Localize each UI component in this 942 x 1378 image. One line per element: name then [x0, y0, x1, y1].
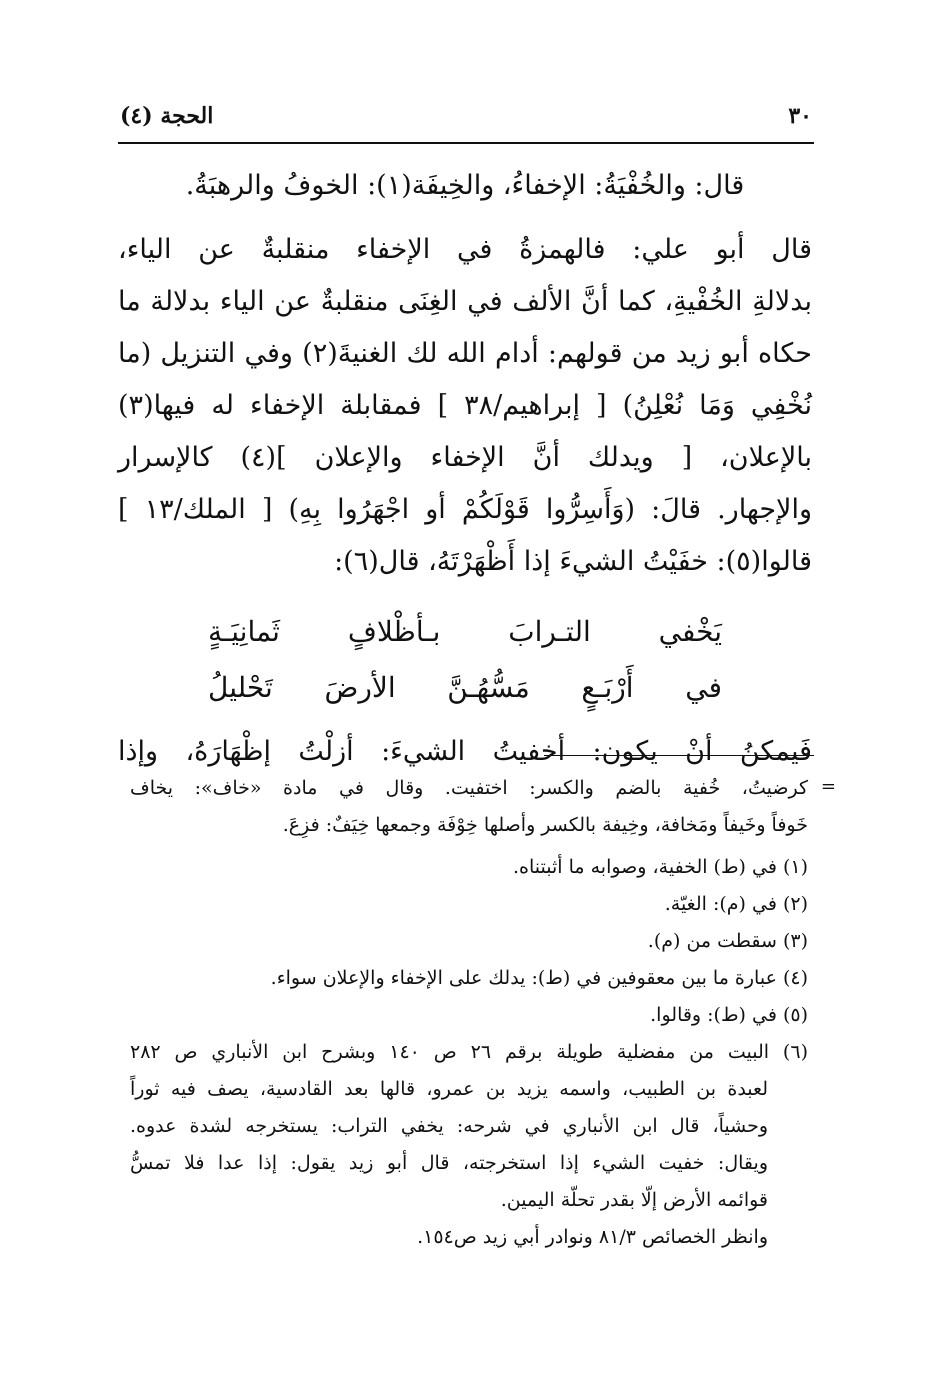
footnote-6-line: وانظر الخصائص ٨١/٣ ونوادر أبي زيد ص١٥٤.	[417, 1226, 768, 1248]
footnote-line: كرضيتُ، خُفية بالضم والكسر: اختفيت. وقال في مادة «خاف»: يخاف	[130, 777, 808, 799]
poem-verse	[208, 604, 722, 716]
footnote-3: (٣) سقطت من (م).	[647, 930, 808, 952]
poem-hemistich-1: يَخْفي التـرابَ بـأظْلافٍ ثَمانِيَـةٍ	[208, 615, 722, 648]
text-line: نُخْفِي وَمَا نُعْلِنُ) [ إبراهيم/٣٨ ] فمقابلة الإخفاء له فيها(٣)	[118, 390, 812, 421]
footnote-line: خَوفاً وخَيفاً ومَخافة، وخِيفة بالكسر وأصلها خِوْفَة وجمعها خِيَفٌ: فزِعَ.	[282, 814, 808, 836]
footnote-2: (٢) في (م): الغيّة.	[664, 893, 808, 915]
text-line: قال: والخُفْيَةُ: الإخفاءُ، والخِيفَة(١): الخوفُ والرهبَةُ.	[185, 170, 745, 201]
footnote-4: (٤) عبارة ما بين معقوفين في (ط): يدلك على الإخفاء والإعلان سواء.	[270, 967, 808, 989]
text-line: قال أبو علي: فالهمزةُ في الإخفاء منقلبةٌ عن الياء،	[118, 234, 812, 265]
paragraph-gap	[118, 212, 812, 224]
footnotes	[130, 770, 808, 1256]
page-number: ٣٠	[788, 103, 812, 129]
footnote-6: (٦) البيت من مفضلية طويلة برقم ٢٦ ص ١٤٠ وبشرح ابن الأنباري ص ٢٨٢	[130, 1041, 808, 1063]
footnote-6-line: ويقال: خفيت الشيء إذا استخرجته، قال أبو زيد يقول: إذا عدا فلا تمسُّ	[130, 1152, 768, 1174]
main-text	[118, 160, 812, 778]
footnote-6-line: وحشياً، قال ابن الأنباري في شرحه: يخفي التراب: يستخرجه لشدة عدوه.	[130, 1115, 768, 1137]
poem-hemistich-2: في أَرْبَـعٍ مَسُّهُـنَّ الأرضَ تَحْليلُ	[208, 671, 722, 704]
footnote-6-line: لعبدة بن الطبيب، واسمه يزيد بن عمرو، قالها بعد القادسية، يصف فيه ثوراً	[130, 1078, 768, 1100]
text-line: قالوا(٥): خفَيْتُ الشيءَ إذا أَظْهَرْتَهُ، قال(٦):	[334, 546, 812, 577]
continuation-mark: =	[820, 776, 836, 797]
footnote-5: (٥) في (ط): وقالوا.	[650, 1004, 808, 1026]
text-line: بدلالةِ الخُفْيةِ، كما أنَّ الألف في الغِنَى منقلبةٌ عن الياء بدلالة ما	[118, 286, 812, 317]
footnote-rule	[544, 755, 814, 756]
running-title: الحجة (٤)	[120, 103, 214, 129]
text-line: والإجهار. قالَ: (وَأَسِرُّوا قَوْلَكُمْ أو اجْهَرُوا بِهِ) [ الملك/١٣ ]	[118, 494, 812, 525]
text-line: حكاه أبو زيد من قولهم: أدام الله لك الغنيةَ(٢) وفي التنزيل (ما	[118, 338, 812, 369]
footnote-6-line: قوائمه الأرض إلّا بقدر تحلّة اليمين.	[500, 1189, 768, 1211]
header-rule	[118, 142, 814, 144]
page-header	[120, 96, 812, 136]
text-line: فَيمكنُ أنْ يكون: أخفيتُ الشيءَ: أزلْتُ إظْهَارَهُ، وإذا	[118, 736, 812, 767]
footnote-1: (١) في (ط) الخفية، وصوابه ما أثبتناه.	[513, 856, 808, 878]
text-line: بالإعلان، [ ويدلك أنَّ الإخفاء والإعلان ](٤) كالإسرار	[118, 442, 812, 473]
